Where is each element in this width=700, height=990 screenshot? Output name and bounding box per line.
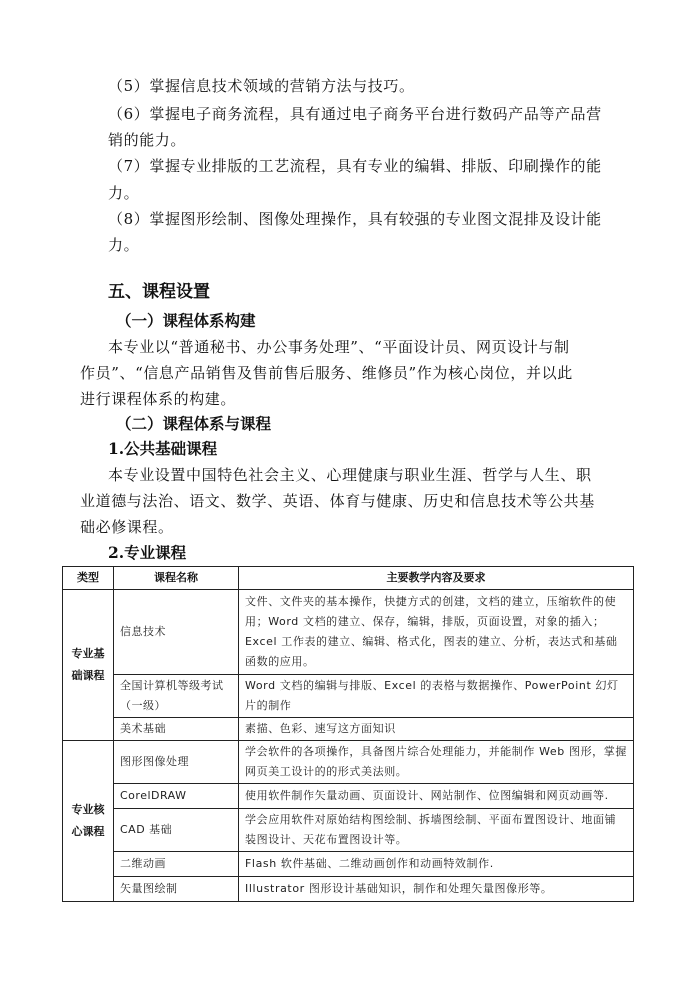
course-content-cell: 素描、色彩、速写这方面知识 [239, 718, 634, 741]
header-type: 类型 [63, 567, 114, 590]
header-course-name: 课程名称 [114, 567, 239, 590]
course-name-cell: 信息技术 [114, 590, 239, 675]
course-name-cell: 二维动画 [114, 852, 239, 877]
public-courses-title: 1.公共基础课程 [108, 439, 218, 458]
table-row [63, 784, 634, 809]
table-row [63, 852, 634, 877]
table-row [63, 590, 634, 675]
public-courses-line-1: 本专业设置中国特色社会主义、心理健康与职业生涯、哲学与人生、职 [108, 466, 592, 484]
professional-courses-title: 2.专业课程 [108, 543, 187, 562]
table-row [63, 809, 634, 852]
objective-item-7-line-1: （7）掌握专业排版的工艺流程，具有专业的编辑、排版、印刷操作的能 [108, 157, 602, 175]
table-row [63, 877, 634, 902]
course-content-cell: Word 文档的编辑与排版、Excel 的表格与数据操作、PowerPoint 幻灯片的制作 [239, 675, 634, 718]
course-content-cell: 使用软件制作矢量动画、页面设计、网站制作、位图编辑和网页动画等. [239, 784, 634, 809]
course-name-cell: CorelDRAW [114, 784, 239, 809]
table-header-row [63, 567, 634, 590]
table-row [63, 675, 634, 718]
objective-item-6-line-2: 销的能力。 [108, 131, 187, 149]
course-content-cell: 学会应用软件对原始结构图绘制、拆墙图绘制、平面布置图设计、地面铺装图设计、天花布置图设计等。 [239, 809, 634, 852]
objective-item-8-line-2: 力。 [108, 236, 140, 254]
public-courses-line-2: 业道德与法治、语文、数学、英语、体育与健康、历史和信息技术等公共基 [80, 492, 595, 510]
objective-item-8-line-1: （8）掌握图形绘制、图像处理操作，具有较强的专业图文混排及设计能 [108, 210, 602, 228]
group-type-cell: 专业基础课程 [63, 590, 114, 741]
public-courses-line-3: 础必修课程。 [80, 518, 174, 536]
objective-item-7-line-2: 力。 [108, 184, 140, 202]
course-content-cell: Illustrator 图形设计基础知识，制作和处理矢量图像形等。 [239, 877, 634, 902]
header-content: 主要教学内容及要求 [239, 567, 634, 590]
objective-item-6-line-1: （6）掌握电子商务流程，具有通过电子商务平台进行数码产品等产品营 [108, 105, 602, 123]
objective-item-5: （5）掌握信息技术领域的营销方法与技巧。 [108, 77, 415, 95]
course-name-cell: 图形图像处理 [114, 741, 239, 784]
course-system-line-1: 本专业以“普通秘书、办公事务处理”、“平面设计员、网页设计与制 [108, 338, 570, 356]
table-row [63, 718, 634, 741]
course-content-cell: 文件、文件夹的基本操作，快捷方式的创建，文档的建立，压缩软件的使用；Word 文档的建立、保存，编辑，排版，页面设置，对象的插入；Excel 工作表的建立、编辑、格式化，图表的建立、分析，表达式和基础函数的应用。 [239, 590, 634, 675]
course-name-cell: 矢量图绘制 [114, 877, 239, 902]
table-row [63, 741, 634, 784]
course-name-cell: CAD 基础 [114, 809, 239, 852]
course-content-cell: Flash 软件基础、二维动画创作和动画特效制作. [239, 852, 634, 877]
course-content-cell: 学会软件的各项操作，具备图片综合处理能力，并能制作 Web 图形，掌握网页美工设计的的形式美法则。 [239, 741, 634, 784]
subsection-title-courses: （二）课程体系与课程 [116, 414, 272, 433]
group-type-cell: 专业核心课程 [63, 741, 114, 902]
course-table [62, 566, 634, 902]
section-title-course-setup: 五、课程设置 [108, 282, 210, 302]
course-name-cell: 美术基础 [114, 718, 239, 741]
course-name-cell: 全国计算机等级考试（一级） [114, 675, 239, 718]
subsection-title-course-system: （一）课程体系构建 [116, 311, 256, 330]
course-system-line-3: 进行课程体系的构建。 [80, 390, 237, 408]
course-system-line-2: 作员”、“信息产品销售及售前售后服务、维修员”作为核心岗位，并以此 [80, 364, 573, 382]
